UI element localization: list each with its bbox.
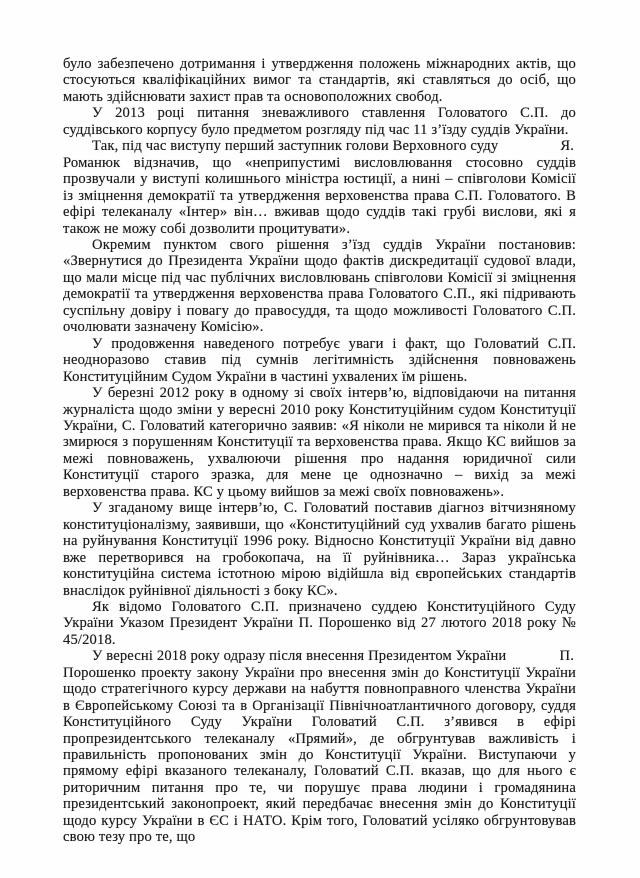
paragraph bbox=[63, 599, 576, 648]
paragraph bbox=[63, 105, 576, 138]
paragraph-text: було забезпечено дотримання і утвердження положень міжнародних актів, що стосуються кваліфікаційних вимог та стандартів, які ставляться до осіб, що мають здійснювати захист прав та основоположних свобод. bbox=[63, 56, 576, 105]
paragraph-text: У вересні 2018 року одразу після внесення Президентом України bbox=[92, 648, 507, 665]
paragraph-first-line bbox=[63, 138, 576, 154]
document-body bbox=[63, 56, 576, 846]
paragraph bbox=[63, 336, 576, 385]
paragraph-text: У продовження наведеного потребує уваги і факт, що Головатий С.П. неодноразово ставив під сумнів легітимність здійснення повноважень Конституційним Судом України в частині ухвалених їм рішень. bbox=[63, 335, 576, 385]
paragraph-text: У згаданому вище інтерв’ю, С. Головатий поставив діагноз вітчизняному конституціоналізму, заявивши, що «Конституційний суд ухвалив багато рішень на руйнування Конституції 1996 року. Відносно Конституції України від давно вже перетворився на гробокопача, на її руйнівника… Зараз українська конституційна система істотною мірою відійшла від європейських стандартів внаслідок руйнівної діяльності з боку КС». bbox=[63, 500, 576, 599]
paragraph-initial: Я. bbox=[560, 138, 574, 155]
paragraph-text: У 2013 році питання зневажливого ставлення Головатого С.П. до суддівського корпусу було предметом розгляду під час 11 з’їзду суддів України. bbox=[63, 105, 576, 138]
paragraph-text: Романюк відзначив, що «неприпустимі висловлювання стосовно суддів прозвучали у виступі колишнього міністра юстиції, а нині – співголови Комісії із зміцнення демократії та утвердження верховенства права С.П. Головатого. В ефірі телеканалу «Інтер» він… вживав щодо суддів такі грубі вислови, які я також не можу собі дозволити процитувати». bbox=[63, 154, 576, 237]
paragraph bbox=[63, 138, 576, 237]
paragraph-text: Окремим пунктом свого рішення з’їзд суддів України постановив: «Звернутися до Президента України щодо фактів дискредитації судової влади, що мали місце під час публічних висловлювань співголови Комісії зі зміцнення демократії та утвердження верховенства права Головатого С.П., які підривають суспільну довіру і повагу до правосуддя, та щодо можливості Головатого С.П. очолювати зазначену Комісію». bbox=[63, 236, 576, 336]
paragraph bbox=[63, 237, 576, 336]
paragraph-text: Так, під час виступу перший заступник голови Верховного суду bbox=[92, 138, 499, 155]
paragraph-text: Порошенко проекту закону України про внесення змін до Конституції України щодо стратегічного курсу держави на набуття повноправного членства України в Європейському Союзі та в Організації Північноатлантичного договору, суддя Конституційного Суду України Головатий С.П. з’явився в ефірі пропрезидентського телеканалу «Прямий», де обгрунтував важливість і правильність пропонованих змін до Конституції України. Виступаючи у прямому ефірі вказаного телеканалу, Головатий С.П. вказав, що для нього є риторичним питання про те, чи порушує права людини і громадянина президентський законопроект, який передбачає внесення змін до Конституції щодо курсу України в ЄС і НАТО. Крім того, Головатий усіляко обгрунтовував свою тезу про те, що bbox=[63, 664, 576, 846]
paragraph-initial: П. bbox=[559, 648, 574, 665]
paragraph-text: Як відомо Головатого С.П. призначено суддею Конституційного Суду України Указом Президент України П. Порошенко від 27 лютого 2018 року № 45/2018. bbox=[63, 598, 576, 648]
paragraph bbox=[63, 648, 576, 845]
paragraph bbox=[63, 385, 576, 500]
paragraph-first-line bbox=[63, 648, 576, 664]
paragraph bbox=[63, 56, 576, 105]
paragraph bbox=[63, 500, 576, 599]
paragraph-text: У березні 2012 року в одному зі своїх інтерв’ю, відповідаючи на питання журналіста щодо зміни у вересні 2010 року Конституційним судом Конституції України, С. Головатий категорично заявив: «Я ніколи не мирився та ніколи й не змирюся з порушенням Конституції та верховенства права. Якщо КС вийшов за межі повноважень, ухвалюючи рішення про надання юридичної сили Конституції старого зразка, для мене це однозначно – вихід за межі верховенства права. КС у цьому вийшов за межі своїх повноважень». bbox=[63, 385, 576, 500]
